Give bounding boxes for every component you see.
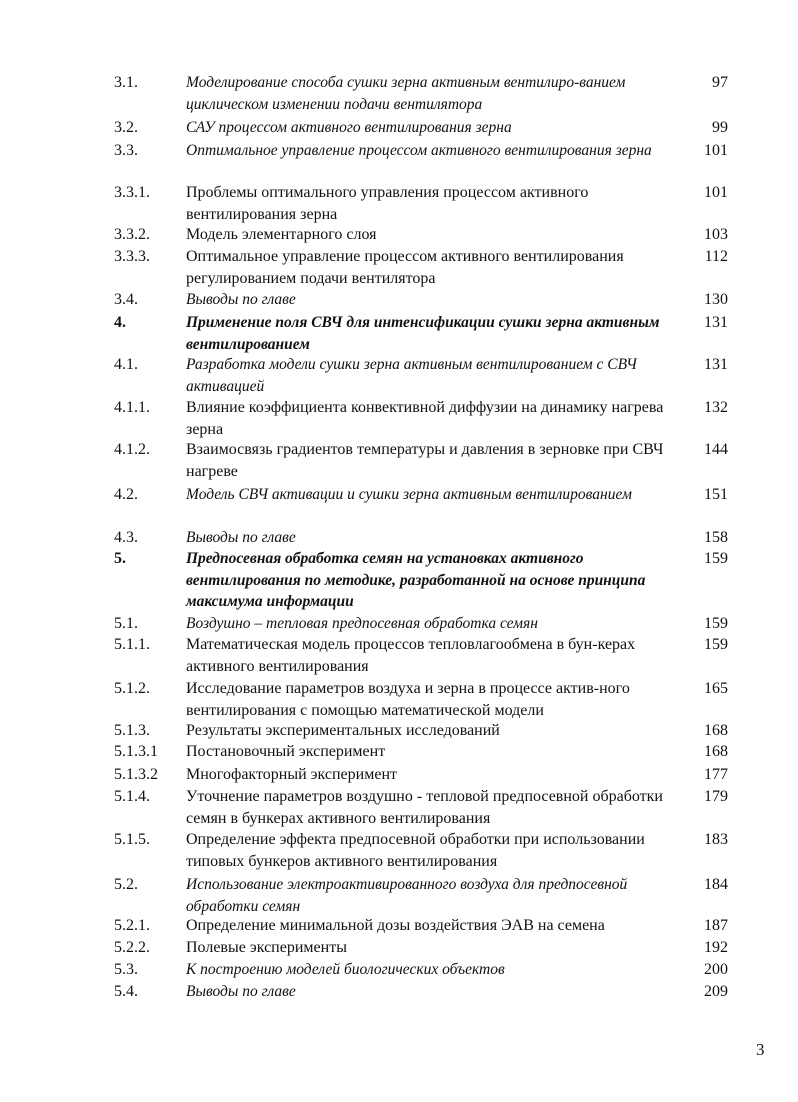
toc-entry-title: Выводы по главе — [186, 529, 296, 546]
toc-entry-page: 99 — [712, 119, 728, 136]
toc-entry-title: Уточнение параметров воздушно - тепловой предпосевной обработки семян в бункерах активного вентилирования — [186, 788, 663, 827]
toc-entry-page: 132 — [704, 399, 728, 416]
toc-entry-page: 159 — [704, 550, 728, 567]
toc-entry-title: Модель элементарного слоя — [186, 226, 377, 243]
toc-entry-title: Разработка модели сушки зерна активным вентилированием с СВЧ активацией — [186, 356, 637, 395]
toc-entry-number: 3.4. — [114, 291, 138, 308]
toc-entry-page: 159 — [704, 636, 728, 653]
toc-entry-number: 5.2. — [114, 876, 138, 893]
toc-entry-title: Воздушно – тепловая предпосевная обработка семян — [186, 615, 538, 632]
toc-entry-page: 158 — [704, 529, 728, 546]
toc-entry-title: Выводы по главе — [186, 983, 296, 1000]
toc-entry-title: К построению моделей биологических объектов — [186, 961, 505, 978]
toc-entry-title: Влияние коэффициента конвективной диффузии на динамику нагрева зерна — [186, 399, 664, 438]
toc-entry-number: 3.3.3. — [114, 248, 150, 265]
toc-entry-title: Проблемы оптимального управления процессом активного вентилирования зерна — [186, 184, 589, 223]
toc-entry-title: Оптимальное управление процессом активного вентилирования регулированием подачи вентилятора — [186, 248, 624, 287]
toc-entry-number: 5.1. — [114, 615, 138, 632]
toc-entry-number: 4.1. — [114, 356, 138, 373]
toc-entry-title: Применение поля СВЧ для интенсификации сушки зерна активным вентилированием — [186, 314, 660, 353]
toc-entry-title: Определение минимальной дозы воздействия ЭАВ на семена — [186, 917, 605, 934]
toc-entry-title: Исследование параметров воздуха и зерна в процессе актив-ного вентилирования с помощью математической модели — [186, 680, 630, 719]
toc-entry-number: 4. — [114, 314, 126, 331]
toc-entry-number: 3.3.1. — [114, 184, 150, 201]
toc-entry-title: САУ процессом активного вентилирования зерна — [186, 119, 512, 136]
toc-entry-number: 5.1.5. — [114, 831, 150, 848]
toc-entry-number: 4.3. — [114, 529, 138, 546]
toc-entry-page: 165 — [704, 680, 728, 697]
toc-entry-page: 192 — [704, 939, 728, 956]
toc-entry-title: Полевые эксперименты — [186, 939, 347, 956]
toc-entry-page: 131 — [704, 314, 728, 331]
toc-entry-page: 168 — [704, 722, 728, 739]
toc-entry-page: 101 — [704, 184, 728, 201]
toc-entry-number: 5.2.2. — [114, 939, 150, 956]
toc-entry-title: Взаимосвязь градиентов температуры и давления в зерновке при СВЧ нагреве — [186, 441, 664, 480]
toc-entry-title: Постановочный эксперимент — [186, 743, 386, 760]
toc-entry-number: 3.1. — [114, 74, 138, 91]
toc-entry-page: 130 — [704, 291, 728, 308]
toc-entry-page: 184 — [704, 876, 728, 893]
toc-entry-number: 5.4. — [114, 983, 138, 1000]
toc-entry-number: 5.1.1. — [114, 636, 150, 653]
toc-entry-number: 4.1.1. — [114, 399, 150, 416]
toc-entry-page: 209 — [704, 983, 728, 1000]
toc-entry-title: Определение эффекта предпосевной обработки при использовании типовых бункеров активного вентилирования — [186, 831, 645, 870]
toc-entry-number: 3.2. — [114, 119, 138, 136]
toc-entry-title: Результаты экспериментальных исследований — [186, 722, 500, 739]
toc-entry-number: 5.3. — [114, 961, 138, 978]
toc-entry-number: 5.2.1. — [114, 917, 150, 934]
toc-entry-title: Оптимальное управление процессом активного вентилирования зерна — [186, 142, 652, 159]
toc-entry-page: 200 — [704, 961, 728, 978]
toc-entry-title: Выводы по главе — [186, 291, 296, 308]
toc-entry-title: Многофакторный эксперимент — [186, 766, 397, 783]
toc-entry-number: 5. — [114, 550, 126, 567]
toc-entry-title: Модель СВЧ активации и сушки зерна активным вентилированием — [186, 486, 632, 503]
page-number: 3 — [756, 1040, 765, 1059]
toc-entry-number: 5.1.4. — [114, 788, 150, 805]
toc-entry-number: 5.1.3.2 — [114, 766, 158, 783]
toc-entry-page: 131 — [704, 356, 728, 373]
toc-entry-page: 101 — [704, 142, 728, 159]
toc-entry-page: 177 — [704, 766, 728, 783]
toc-entry-page: 144 — [704, 441, 728, 458]
toc-entry-page: 97 — [712, 74, 728, 91]
toc-entry-page: 151 — [704, 486, 728, 503]
toc-entry-number: 4.2. — [114, 486, 138, 503]
toc-entry-page: 187 — [704, 917, 728, 934]
toc-entry-title: Предпосевная обработка семян на установках активного вентилирования по методике, разработанной на основе принципа максимума информации — [186, 550, 646, 610]
toc-entry-page: 168 — [704, 743, 728, 760]
toc-entry-page: 103 — [704, 226, 728, 243]
toc-entry-number: 3.3.2. — [114, 226, 150, 243]
toc-entry-page: 112 — [704, 248, 728, 265]
toc-entry-number: 5.1.3.1 — [114, 743, 158, 760]
toc-entry-title: Моделирование способа сушки зерна активным вентилиро-ванием циклическом изменении подачи вентилятора — [186, 74, 626, 113]
toc-entry-page: 179 — [704, 788, 728, 805]
toc-entry-title: Математическая модель процессов тепловлагообмена в бун-керах активного вентилирования — [186, 636, 636, 675]
toc-entry-number: 5.1.2. — [114, 680, 150, 697]
toc-entry-number: 3.3. — [114, 142, 138, 159]
toc-entry-number: 4.1.2. — [114, 441, 150, 458]
toc-entry-number: 5.1.3. — [114, 722, 150, 739]
toc-entry-title: Использование электроактивированного воздуха для предпосевной обработки семян — [186, 876, 628, 915]
toc-entry-page: 159 — [704, 615, 728, 632]
toc-entry-page: 183 — [704, 831, 728, 848]
